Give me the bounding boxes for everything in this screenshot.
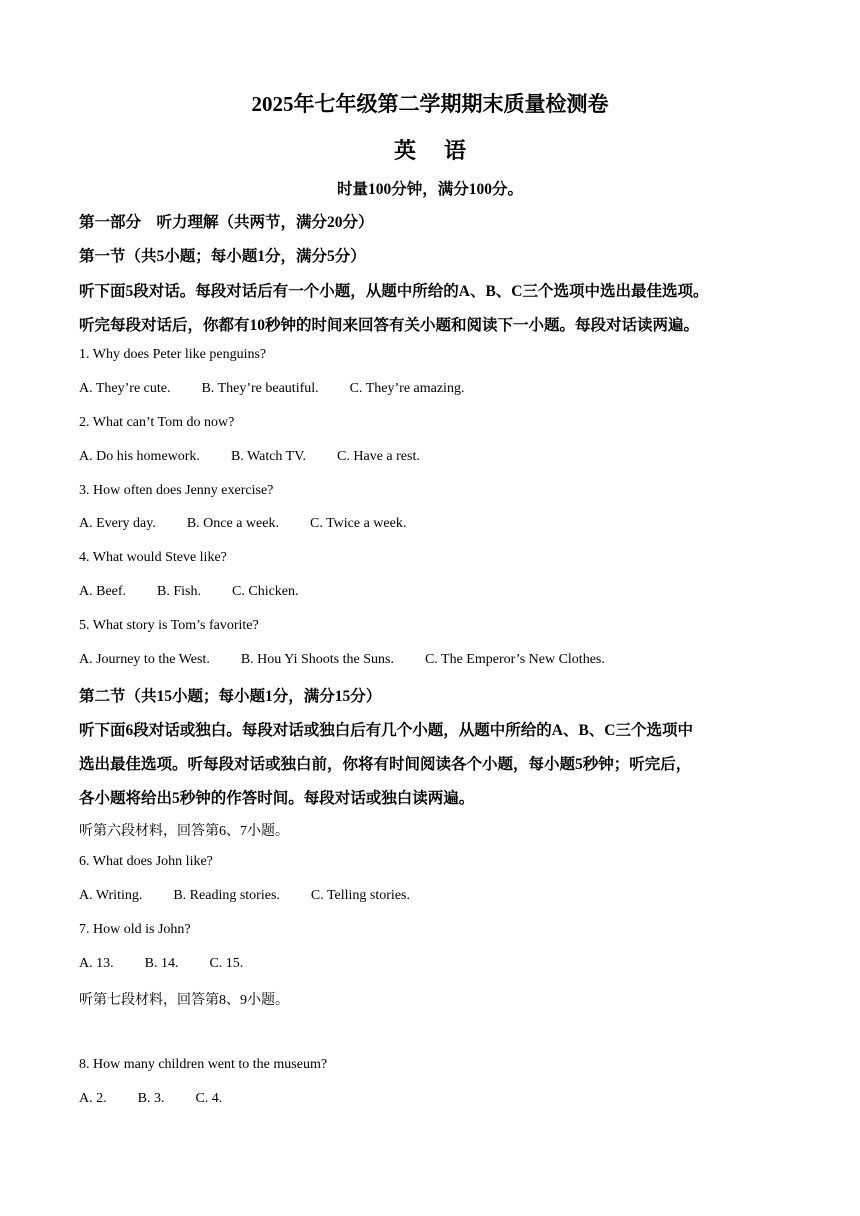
options-5 <box>79 652 605 668</box>
options-7 <box>79 956 243 972</box>
section1-instruction-2: 听完每段对话后，你都有10秒钟的时间来回答有关小题和阅读下一小题。每段对话读两遍。 <box>79 317 700 334</box>
question-6: 6. What does John like? <box>79 854 213 869</box>
option-b: B. Hou Yi Shoots the Suns. <box>240 652 394 667</box>
question-8: 8. How many children went to the museum? <box>79 1057 328 1072</box>
option-a: A. Do his homework. <box>79 449 200 464</box>
option-b: B. Once a week. <box>186 516 279 531</box>
option-a: A. Journey to the West. <box>79 652 210 667</box>
section2-instruction-3: 各小题将给出5秒钟的作答时间。每段对话或独白读两遍。 <box>79 790 475 807</box>
option-c: C. 15. <box>209 956 244 971</box>
options-2 <box>79 449 420 465</box>
section1-instruction-1: 听下面5段对话。每段对话后有一个小题，从题中所给的A、B、C三个选项中选出最佳选项。 <box>79 283 709 300</box>
options-8 <box>79 1091 222 1107</box>
option-c: C. Twice a week. <box>309 516 407 531</box>
question-7: 7. How old is John? <box>79 922 191 937</box>
exam-title: 2025年七年级第二学期期末质量检测卷 <box>251 92 609 116</box>
option-a: A. 2. <box>79 1091 107 1106</box>
option-b: B. Watch TV. <box>230 449 307 464</box>
section2-instruction-2: 选出最佳选项。听每段对话或独白前，你将有时间阅读各个小题，每小题5秒钟；听完后， <box>79 756 692 773</box>
option-a: A. They’re cute. <box>79 381 171 396</box>
question-2: 2. What can’t Tom do now? <box>79 415 235 430</box>
option-a: A. 13. <box>79 956 114 971</box>
material-7-note: 听第七段材料，回答第8、9小题。 <box>79 993 289 1008</box>
options-1 <box>79 381 464 397</box>
time-info: 时量100分钟，满分100分。 <box>336 181 523 198</box>
option-c: C. Have a rest. <box>337 449 420 464</box>
options-4 <box>79 584 299 600</box>
option-c: C. 4. <box>195 1091 223 1106</box>
option-c: C. Telling stories. <box>310 888 410 903</box>
section1-heading: 第一节（共5小题；每小题1分，满分5分） <box>79 248 366 265</box>
option-c: C. The Emperor’s New Clothes. <box>424 652 605 667</box>
option-b: B. Reading stories. <box>173 888 280 903</box>
option-c: C. Chicken. <box>232 584 299 599</box>
question-3: 3. How often does Jenny exercise? <box>79 483 274 498</box>
subject-char-1: 英 <box>393 138 416 163</box>
subject-char-2: 语 <box>444 138 467 163</box>
option-a: A. Writing. <box>79 888 143 903</box>
question-5: 5. What story is Tom’s favorite? <box>79 618 259 633</box>
option-b: B. They’re beautiful. <box>201 381 319 396</box>
question-1: 1. Why does Peter like penguins? <box>79 347 267 362</box>
option-a: A. Every day. <box>79 516 156 531</box>
question-4: 4. What would Steve like? <box>79 550 227 565</box>
options-6 <box>79 888 410 904</box>
option-b: B. 3. <box>137 1091 165 1106</box>
part1-heading: 第一部分 听力理解（共两节，满分20分） <box>79 214 374 231</box>
section2-instruction-1: 听下面6段对话或独白。每段对话或独白后有几个小题，从题中所给的A、B、C三个选项中 <box>79 722 693 739</box>
material-6-note: 听第六段材料，回答第6、7小题。 <box>79 824 289 839</box>
option-c: C. They’re amazing. <box>349 381 465 396</box>
option-b: B. Fish. <box>157 584 202 599</box>
subject-title <box>0 134 860 165</box>
option-b: B. 14. <box>144 956 179 971</box>
section2-heading: 第二节（共15小题；每小题1分，满分15分） <box>79 688 382 705</box>
options-3 <box>79 516 406 532</box>
option-a: A. Beef. <box>79 584 127 599</box>
